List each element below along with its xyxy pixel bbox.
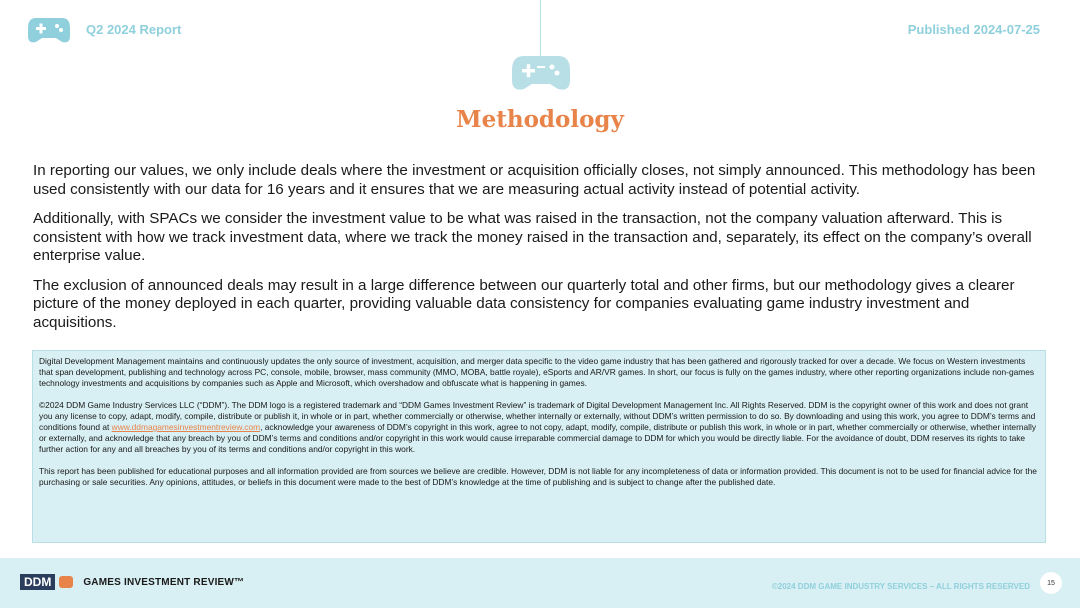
ddm-logo: DDM [20,574,55,590]
published-date: Published 2024-07-25 [907,22,1040,37]
disclaimer-panel [32,350,1046,543]
paragraph: In reporting our values, we only include deals where the investment or acquisition officially closes, not simply announced. This methodology has been used consistently with our data for 16 years and it ensures that we are measuring actual activity instead of potential activity. [33,162,1036,198]
gamepad-icon [512,54,570,92]
footer [0,558,1080,608]
body-text [33,162,1053,343]
report-label: Q2 2024 Report [86,22,182,37]
paragraph: The exclusion of announced deals may result in a large difference between our quarterly total and other firms, but our methodology gives a clearer picture of the money deployed in each quarter, providing valuable data consistency for companies evaluating game industry investment and acquisitions. [33,276,1015,331]
disclaimer-paragraph: Digital Development Management maintains and continuously updates the only source of investment, acquisition, and merger data specific to the video game industry that has been gathered and rigorously tracked for over a decade. We focus on Western investments that span development, publishing and technology across PC, console, mobile, browser, mass community (MMO, MOBA, battle royale), eSports and AR/VR games. In short, our focus is fully on the games industry, where other reporting organizations include non-games technology investments and acquisitions by companies such as Apple and Microsoft, which overshadow and obfuscate what is happening in games. [39,356,1035,388]
footer-copyright: ©2024 DDM GAME INDUSTRY SERVICES – ALL RIGHTS RESERVED [771,582,1030,591]
footer-brand: GAMES INVESTMENT REVIEW™ [83,576,245,588]
terms-link[interactable]: www.ddmagamesinvestmentreview.com [111,422,261,432]
disclaimer-paragraph [39,400,1039,455]
paragraph: Additionally, with SPACs we consider the investment value to be what was raised in the transaction, not the company valuation afterward. This is consistent with how we track investment data, where we track the money raised in the transaction and, separately, its effect on the company’s overall enterprise value. [33,210,1032,264]
disclaimer-text: ©2024 DDM Game Industry Services LLC (“DDM”). The DDM logo is a registered trademark and “DDM Games Investment Review” is trademark of Digital Development Management Inc. All Rights Reserved. DDM is the copyright owner of this work and does not grant you any license to copy, adapt, modify, compile, distribute or publish it, in whole or in part, whether commercially or otherwise, whether internally or externally, without DDM’s written permission to do so. By downloading and using this work, you agree to DDM’s terms and conditions found at [39,400,1036,432]
footer-logo [20,574,244,590]
page-number: 15 [1040,572,1062,594]
gamepad-icon [28,16,70,44]
page-title: Methodology [456,106,624,133]
disclaimer-paragraph: This report has been published for educational purposes and all information provided are from sources we believe are credible. However, DDM is not liable for any incompleteness of data or information provided. This document is not to be used for financial advice for the purchasing or sale securities. Any opinions, attitudes, or beliefs in this document were made to the best of DDM’s knowledge at the time of publishing and is subject to change after the published date. [39,466,1037,487]
gamepad-icon [59,576,73,588]
hanging-line [540,0,541,56]
disclaimer-text: , acknowledge your awareness of DDM’s copyright in this work, agree to not copy, adapt, modify, compile, distribute or publish this work, in whole or in part, whether commercially or otherwise, whether internally or externally, and acknowledge that any breach by you of DDM’s terms and conditions and/or copyright in this work would cause irreparable commercial damage to DDM for which you would be directly liable. For the avoidance of doubt, DDM reserves its rights to take further action for any and all breaches by you of its terms and conditions and/or copyright in this work. [39,422,1037,454]
